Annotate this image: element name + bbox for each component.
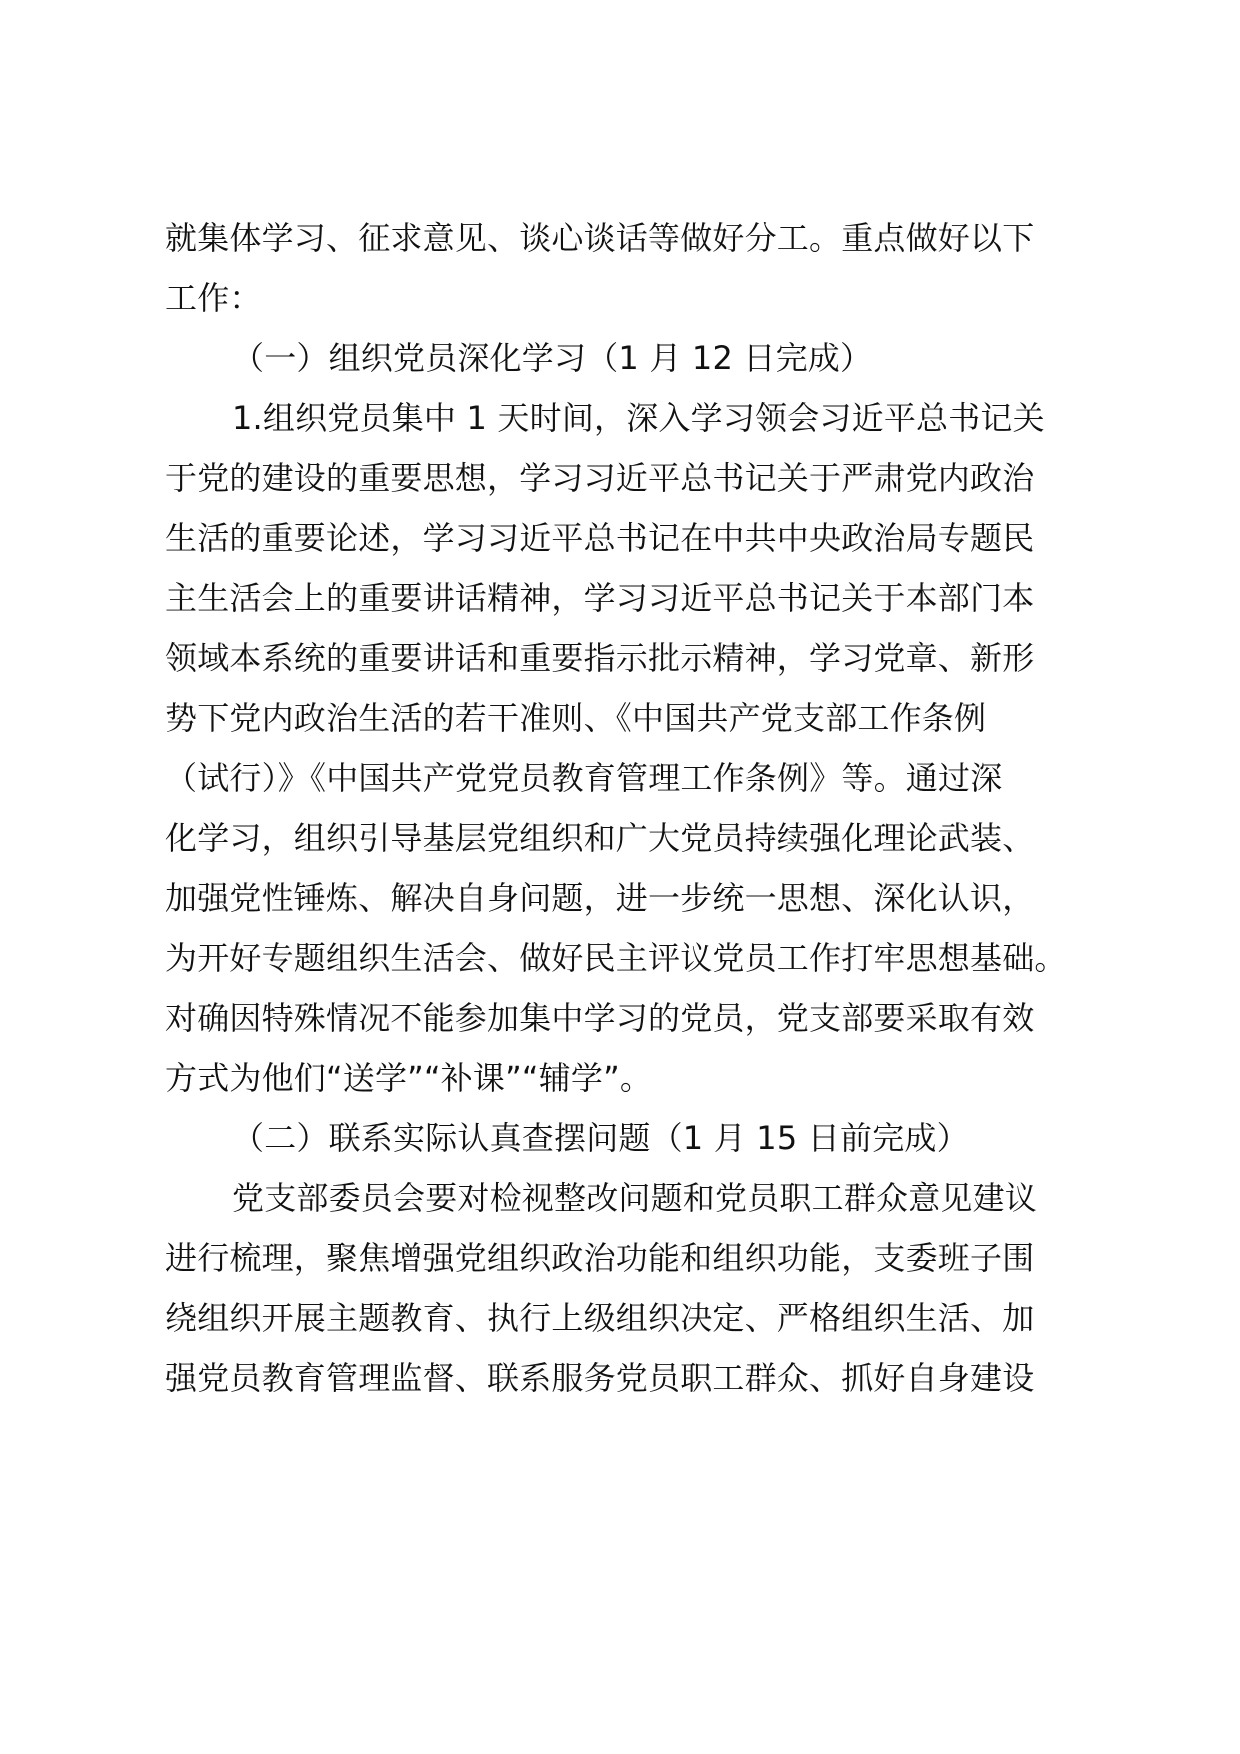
text-line: 党支部委员会要对检视整改问题和党员职工群众意见建议: [232, 1179, 1038, 1217]
text-line: 就集体学习、征求意见、谈心谈话等做好分工。重点做好以下: [165, 219, 1035, 257]
text-line: （试行）》《中国共产党党员教育管理工作条例》等。通过深: [165, 759, 1003, 797]
text-line: 领域本系统的重要讲话和重要指示批示精神，学习党章、新形: [165, 639, 1035, 677]
section-heading: （一）组织党员深化学习（1 月 12 日完成）: [232, 339, 873, 377]
text-line: 加强党性锤炼、解决自身问题，进一步统一思想、深化认识，: [165, 879, 1035, 917]
text-line: 绕组织开展主题教育、执行上级组织决定、严格组织生活、加: [165, 1299, 1035, 1337]
text-line: 主生活会上的重要讲话精神，学习习近平总书记关于本部门本: [165, 579, 1035, 617]
text-line: 对确因特殊情况不能参加集中学习的党员，党支部要采取有效: [165, 999, 1035, 1037]
text-line: 势下党内政治生活的若干准则、《中国共产党支部工作条例: [165, 699, 987, 737]
text-line: 工作：: [165, 279, 262, 317]
text-line: 1.组织党员集中 1 天时间，深入学习领会习近平总书记关: [232, 399, 1045, 437]
text-line: 方式为他们“送学”“补课”“辅学”。: [165, 1059, 653, 1097]
text-line: 为开好专题组织生活会、做好民主评议党员工作打牢思想基础。: [165, 939, 1067, 977]
text-line: 生活的重要论述，学习习近平总书记在中共中央政治局专题民: [165, 519, 1035, 557]
text-line: 强党员教育管理监督、联系服务党员职工群众、抓好自身建设: [165, 1359, 1035, 1397]
text-line: 进行梳理，聚焦增强党组织政治功能和组织功能，支委班子围: [165, 1239, 1035, 1277]
text-line: 化学习，组织引导基层党组织和广大党员持续强化理论武装、: [165, 819, 1035, 857]
section-heading: （二）联系实际认真查摆问题（1 月 15 日前完成）: [232, 1119, 969, 1157]
text-line: 于党的建设的重要思想，学习习近平总书记关于严肃党内政治: [165, 459, 1035, 497]
